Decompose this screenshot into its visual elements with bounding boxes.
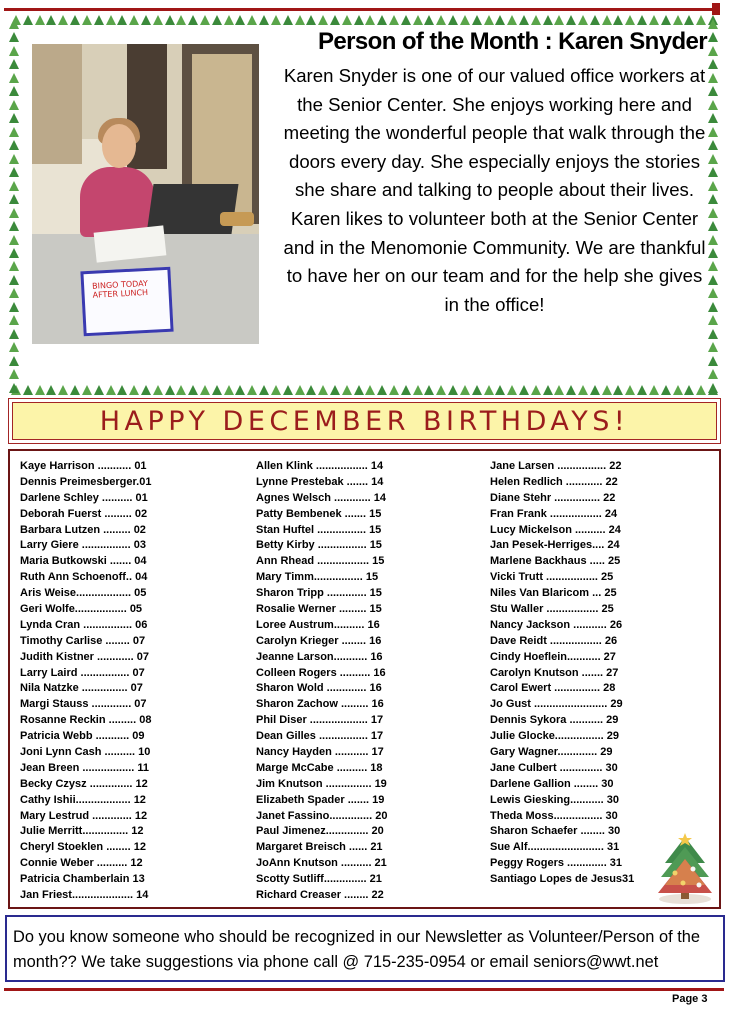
tree-border-icon xyxy=(330,385,340,395)
birthday-entry: Dave Reidt ................. 26 xyxy=(490,634,618,647)
tree-border-icon xyxy=(23,15,33,25)
birthday-entry: Gary Wagner............. 29 xyxy=(490,746,613,759)
birthday-entry: Dennis Sykora ........... 29 xyxy=(490,714,619,727)
birthday-entry: Kaye Harrison ........... 01 xyxy=(20,460,147,472)
birthday-entry: Mary Timm................ 15 xyxy=(256,571,379,584)
tree-border-icon xyxy=(708,329,718,339)
birthday-entry: Carol Ewert ............... 28 xyxy=(490,682,616,695)
tree-border-icon xyxy=(9,154,19,164)
tree-border-icon xyxy=(696,385,706,395)
birthday-entry: Niles Van Blaricom ... 25 xyxy=(490,587,617,600)
tree-border-icon xyxy=(9,19,19,29)
tree-border-icon xyxy=(625,385,635,395)
birthday-entry: Lynne Prestebak ....... 14 xyxy=(256,475,384,488)
birthday-entry: Sharon Schaefer ........ 30 xyxy=(490,825,621,838)
tree-border-icon xyxy=(566,385,576,395)
birthday-entry: Jo Gust ........................ 29 xyxy=(490,698,623,711)
tree-border-icon xyxy=(9,221,19,231)
tree-border-icon xyxy=(519,385,529,395)
tree-border-icon xyxy=(94,15,104,25)
birthday-entry: Nila Natzke ............... 07 xyxy=(20,682,143,695)
tree-border-icon xyxy=(708,288,718,298)
tree-border-icon xyxy=(708,194,718,204)
tree-border-icon xyxy=(460,15,470,25)
tree-border-icon xyxy=(9,167,19,177)
tree-border-icon xyxy=(684,385,694,395)
birthday-banner xyxy=(8,398,721,444)
birthday-entry: Deborah Fuerst ......... 02 xyxy=(20,507,148,520)
suggestion-text: Do you know someone who should be recognized in our Newsletter as Volunteer/Person of the month?? We take suggestions via phone call @ 715-235-0954 or email seniors@wwt.net xyxy=(13,928,700,971)
tree-border-icon xyxy=(708,167,718,177)
birthday-entry: Diane Stehr ............... 22 xyxy=(490,491,616,504)
bottom-divider-rule xyxy=(4,988,724,991)
tree-border-icon xyxy=(484,385,494,395)
tree-border-icon xyxy=(637,15,647,25)
tree-border-icon xyxy=(708,342,718,352)
tree-border-icon xyxy=(247,385,257,395)
tree-border-icon xyxy=(212,15,222,25)
birthday-entry: Lewis Giesking........... 30 xyxy=(490,793,619,806)
tree-border-icon xyxy=(9,59,19,69)
birthday-entry: Paul Jimenez.............. 20 xyxy=(256,825,384,838)
tree-border-icon xyxy=(9,288,19,298)
tree-border-icon xyxy=(165,385,175,395)
tree-border-icon xyxy=(9,302,19,312)
tree-border-icon xyxy=(484,15,494,25)
tree-border-icon xyxy=(661,15,671,25)
birthday-entry: Larry Giere ................ 03 xyxy=(20,539,146,552)
birthday-entry: Nancy Jackson ........... 26 xyxy=(490,618,623,631)
tree-border-icon xyxy=(176,385,186,395)
birthday-entry: Vicki Trutt ................. 25 xyxy=(490,571,614,584)
birthday-entry: Sue Alf......................... 31 xyxy=(490,841,620,854)
tree-border-icon xyxy=(306,385,316,395)
birthday-entry: Colleen Rogers .......... 16 xyxy=(256,666,386,679)
tree-border-icon xyxy=(708,181,718,191)
birthday-entry: Lucy Mickelson .......... 24 xyxy=(490,523,621,536)
tree-border-icon xyxy=(9,127,19,137)
tree-border-icon xyxy=(295,15,305,25)
tree-border-icon xyxy=(9,383,19,393)
birthday-banner-title: HAPPY DECEMBER BIRTHDAYS! xyxy=(99,405,630,437)
tree-border-icon xyxy=(554,385,564,395)
tree-border-icon xyxy=(9,356,19,366)
tree-border-icon xyxy=(590,385,600,395)
tree-border-icon xyxy=(708,154,718,164)
birthday-entry: Timothy Carlise ........ 07 xyxy=(20,634,146,647)
birthday-entry: Cathy Ishii.................. 12 xyxy=(20,793,146,806)
tree-border-icon xyxy=(590,15,600,25)
tree-border-icon xyxy=(365,15,375,25)
tree-border-icon xyxy=(117,385,127,395)
tree-border-icon xyxy=(9,140,19,150)
tree-border-icon xyxy=(9,113,19,123)
tree-border-icon xyxy=(708,315,718,325)
tree-border-icon xyxy=(200,385,210,395)
tree-border-icon xyxy=(377,15,387,25)
birthday-entry: Rosanne Reckin ......... 08 xyxy=(20,714,152,727)
birthday-entry: Mary Lestrud ............. 12 xyxy=(20,809,148,822)
tree-border-icon xyxy=(708,19,718,29)
tree-border-icon xyxy=(129,385,139,395)
tree-border-icon xyxy=(708,140,718,150)
birthday-entry: Dennis Preimesberger.01 xyxy=(20,475,152,488)
tree-border-icon xyxy=(9,32,19,42)
birthday-entry: Jane Culbert .............. 30 xyxy=(490,761,618,774)
tree-border-icon xyxy=(413,15,423,25)
tree-border-icon xyxy=(413,385,423,395)
birthday-entry: JoAnn Knutson .......... 21 xyxy=(256,857,387,870)
birthday-entry: Margaret Breisch ...... 21 xyxy=(256,841,383,854)
tree-border-icon xyxy=(82,385,92,395)
birthday-entry: Nancy Hayden ........... 17 xyxy=(256,746,384,759)
photo-hallway-wall xyxy=(32,44,82,164)
birthday-entry: Darlene Schley .......... 01 xyxy=(20,491,148,504)
page-number: Page 3 xyxy=(672,993,708,1005)
tree-border-icon xyxy=(448,15,458,25)
birthday-entry: Judith Kistner ............ 07 xyxy=(20,650,149,663)
tree-border-icon xyxy=(153,385,163,395)
birthday-entry: Loree Austrum.......... 16 xyxy=(256,618,380,631)
tree-border-icon xyxy=(708,369,718,379)
tree-border-bottom xyxy=(9,385,720,397)
top-corner-mark xyxy=(712,3,720,15)
tree-border-icon xyxy=(283,15,293,25)
tree-border-icon xyxy=(106,385,116,395)
tree-border-icon xyxy=(613,385,623,395)
tree-border-icon xyxy=(9,329,19,339)
tree-border-icon xyxy=(708,46,718,56)
tree-border-icon xyxy=(472,15,482,25)
tree-border-icon xyxy=(365,385,375,395)
tree-border-icon xyxy=(708,113,718,123)
tree-border-icon xyxy=(602,15,612,25)
tree-border-icon xyxy=(708,235,718,245)
tree-border-icon xyxy=(23,385,33,395)
tree-border-icon xyxy=(507,385,517,395)
birthday-banner-fill xyxy=(12,402,717,440)
birthday-column-1 xyxy=(20,459,151,904)
tree-border-icon xyxy=(696,15,706,25)
tree-border-icon xyxy=(70,15,80,25)
tree-border-icon xyxy=(708,275,718,285)
tree-border-top xyxy=(9,15,720,27)
tree-border-icon xyxy=(554,15,564,25)
tree-border-icon xyxy=(649,15,659,25)
tree-border-icon xyxy=(9,46,19,56)
tree-border-icon xyxy=(708,73,718,83)
tree-border-icon xyxy=(9,86,19,96)
tree-border-icon xyxy=(708,302,718,312)
birthday-column-2 xyxy=(256,459,387,904)
tree-border-icon xyxy=(224,385,234,395)
karen-snyder-photo xyxy=(32,44,259,344)
tree-border-icon xyxy=(424,15,434,25)
tree-border-icon xyxy=(35,385,45,395)
birthday-entry: Becky Czysz .............. 12 xyxy=(20,777,148,790)
photo-bingo-sign xyxy=(80,267,173,337)
birthday-entry: Julie Glocke................ 29 xyxy=(490,730,619,743)
tree-border-icon xyxy=(661,385,671,395)
tree-border-icon xyxy=(389,15,399,25)
birthday-entry: Barbara Lutzen ......... 02 xyxy=(20,523,146,536)
person-of-month-body: Karen Snyder is one of our valued office workers at the Senior Center. She enjoys working here and meeting the wonderful people that walk through the doors every day. She especially enjoys the stories she share and talking to people about their lives. Karen likes to volunteer both at the Senior Center and in the Menomonie Community. We are thankful to have her on our team and for the help she gives in the office! xyxy=(283,65,706,315)
tree-border-icon xyxy=(472,385,482,395)
birthday-entry: Julie Merritt............... 12 xyxy=(20,825,144,838)
photo-person-head xyxy=(102,124,136,168)
tree-border-icon xyxy=(141,15,151,25)
tree-border-icon xyxy=(436,15,446,25)
tree-border-icon xyxy=(9,275,19,285)
birthday-entry: Elizabeth Spader ....... 19 xyxy=(256,793,385,806)
birthday-entry: Sharon Tripp ............. 15 xyxy=(256,587,382,600)
tree-border-icon xyxy=(401,15,411,25)
birthday-entry: Santiago Lopes de Jesus31 xyxy=(490,873,635,886)
birthday-entry: Geri Wolfe................. 05 xyxy=(20,603,143,616)
birthday-entry: Theda Moss................ 30 xyxy=(490,809,618,822)
birthday-entry: Rosalie Werner ......... 15 xyxy=(256,603,382,616)
tree-border-icon xyxy=(401,385,411,395)
birthday-entry: Betty Kirby ................ 15 xyxy=(256,539,382,552)
tree-border-icon xyxy=(578,385,588,395)
birthday-entry: Patricia Webb ........... 09 xyxy=(20,730,145,743)
tree-border-icon xyxy=(342,15,352,25)
tree-border-icon xyxy=(224,15,234,25)
tree-border-icon xyxy=(283,385,293,395)
tree-border-icon xyxy=(708,248,718,258)
birthday-entry: Jean Breen ................. 11 xyxy=(20,761,150,774)
birthday-entry: Ruth Ann Schoenoff.. 04 xyxy=(20,571,148,584)
birthday-entry: Cheryl Stoeklen ........ 12 xyxy=(20,841,146,854)
tree-border-icon xyxy=(58,385,68,395)
tree-border-icon xyxy=(637,385,647,395)
birthday-entry: Agnes Welsch ............ 14 xyxy=(256,491,387,504)
birthday-entry: Margi Stauss ............. 07 xyxy=(20,698,147,711)
birthday-entry: Scotty Sutliff.............. 21 xyxy=(256,873,382,886)
birthday-entry: Sharon Wold ............. 16 xyxy=(256,682,382,695)
birthday-entry: Patty Bembenek ....... 15 xyxy=(256,507,382,520)
birthday-entry: Sharon Zachow ......... 16 xyxy=(256,698,384,711)
tree-border-icon xyxy=(188,15,198,25)
tree-border-icon xyxy=(9,261,19,271)
tree-border-icon xyxy=(613,15,623,25)
tree-border-icon xyxy=(507,15,517,25)
tree-border-icon xyxy=(82,15,92,25)
birthday-entry: Allen Klink ................. 14 xyxy=(256,460,384,472)
birthday-entry: Helen Redlich ............ 22 xyxy=(490,475,618,488)
tree-border-left xyxy=(9,15,21,397)
tree-border-icon xyxy=(176,15,186,25)
birthday-entry: Marge McCabe .......... 18 xyxy=(256,761,383,774)
tree-border-icon xyxy=(9,369,19,379)
tree-border-icon xyxy=(212,385,222,395)
tree-border-icon xyxy=(708,32,718,42)
birthday-entry: Richard Creaser ........ 22 xyxy=(256,889,384,902)
tree-border-icon xyxy=(342,385,352,395)
tree-border-icon xyxy=(70,385,80,395)
birthday-entry: Jeanne Larson........... 16 xyxy=(256,650,383,663)
tree-border-icon xyxy=(708,383,718,393)
tree-border-icon xyxy=(708,261,718,271)
tree-border-icon xyxy=(271,385,281,395)
tree-border-icon xyxy=(460,385,470,395)
tree-border-icon xyxy=(9,235,19,245)
tree-border-icon xyxy=(141,385,151,395)
tree-border-icon xyxy=(602,385,612,395)
birthday-entry: Peggy Rogers ............. 31 xyxy=(490,857,623,870)
birthday-entry: Janet Fassino.............. 20 xyxy=(256,809,388,822)
tree-border-icon xyxy=(448,385,458,395)
tree-border-icon xyxy=(708,127,718,137)
birthday-entry: Dean Gilles ................ 17 xyxy=(256,730,384,743)
tree-border-icon xyxy=(129,15,139,25)
tree-border-icon xyxy=(9,194,19,204)
tree-border-icon xyxy=(673,385,683,395)
birthday-entry: Jan Pesek-Herriges.... 24 xyxy=(490,539,620,552)
tree-border-icon xyxy=(578,15,588,25)
tree-border-icon xyxy=(708,59,718,69)
tree-border-icon xyxy=(649,385,659,395)
tree-border-icon xyxy=(673,15,683,25)
tree-border-icon xyxy=(9,100,19,110)
birthday-entry: Lynda Cran ................ 06 xyxy=(20,618,148,631)
tree-border-icon xyxy=(531,15,541,25)
tree-border-icon xyxy=(708,86,718,96)
person-of-month-title: Person of the Month : Karen Snyder xyxy=(318,28,707,55)
tree-border-icon xyxy=(318,385,328,395)
tree-border-icon xyxy=(9,73,19,83)
tree-border-icon xyxy=(271,15,281,25)
tree-border-right xyxy=(708,15,720,397)
tree-border-icon xyxy=(106,15,116,25)
tree-border-icon xyxy=(153,15,163,25)
birthday-entry: Carolyn Knutson ....... 27 xyxy=(490,666,619,679)
tree-border-icon xyxy=(165,15,175,25)
tree-border-icon xyxy=(259,385,269,395)
tree-border-icon xyxy=(117,15,127,25)
tree-border-icon xyxy=(531,385,541,395)
photo-bingo-sign-text: BINGO TODAY AFTER LUNCH xyxy=(91,278,149,300)
tree-border-icon xyxy=(354,385,364,395)
tree-border-icon xyxy=(495,15,505,25)
birthday-entry: Larry Laird ................ 07 xyxy=(20,666,145,679)
tree-border-icon xyxy=(9,208,19,218)
top-divider-rule xyxy=(4,8,719,11)
tree-border-icon xyxy=(235,15,245,25)
tree-border-icon xyxy=(377,385,387,395)
birthday-entry: Darlene Gallion ........ 30 xyxy=(490,777,614,790)
tree-border-icon xyxy=(46,15,56,25)
tree-border-icon xyxy=(708,208,718,218)
tree-border-icon xyxy=(625,15,635,25)
birthday-entry: Jim Knutson ............... 19 xyxy=(256,777,387,790)
tree-border-icon xyxy=(389,385,399,395)
tree-border-icon xyxy=(9,315,19,325)
suggestion-box xyxy=(5,915,725,982)
birthday-list-box xyxy=(8,449,721,909)
tree-border-icon xyxy=(9,342,19,352)
birthday-entry: Joni Lynn Cash .......... 10 xyxy=(20,746,151,759)
tree-border-icon xyxy=(235,385,245,395)
tree-border-icon xyxy=(58,15,68,25)
tree-border-icon xyxy=(436,385,446,395)
tree-border-icon xyxy=(94,385,104,395)
birthday-entry: Connie Weber .......... 12 xyxy=(20,857,143,870)
birthday-entry: Phil Diser ................... 17 xyxy=(256,714,384,727)
tree-border-icon xyxy=(46,385,56,395)
birthday-entry: Ann Rhead ................. 15 xyxy=(256,555,385,568)
tree-border-icon xyxy=(306,15,316,25)
tree-border-icon xyxy=(708,356,718,366)
birthday-entry: Aris Weise.................. 05 xyxy=(20,587,147,600)
birthday-entry: Cindy Hoeflein........... 27 xyxy=(490,650,616,663)
birthday-entry: Jan Friest.................... 14 xyxy=(20,889,149,902)
tree-border-icon xyxy=(708,100,718,110)
tree-border-icon xyxy=(259,15,269,25)
tree-border-icon xyxy=(519,15,529,25)
birthday-entry: Stan Huftel ................ 15 xyxy=(256,523,382,536)
tree-border-icon xyxy=(295,385,305,395)
birthday-entry: Stu Waller ................. 25 xyxy=(490,603,614,616)
tree-border-icon xyxy=(543,15,553,25)
tree-border-icon xyxy=(9,181,19,191)
birthday-column-3 xyxy=(490,459,634,888)
tree-border-icon xyxy=(247,15,257,25)
tree-border-icon xyxy=(424,385,434,395)
tree-border-icon xyxy=(9,248,19,258)
birthday-entry: Jane Larsen ................ 22 xyxy=(490,460,622,472)
tree-border-icon xyxy=(708,221,718,231)
birthday-entry: Maria Butkowski ....... 04 xyxy=(20,555,147,568)
birthday-entry: Marlene Backhaus ..... 25 xyxy=(490,555,621,568)
tree-border-icon xyxy=(330,15,340,25)
tree-border-icon xyxy=(495,385,505,395)
photo-basket xyxy=(220,212,254,226)
tree-border-icon xyxy=(354,15,364,25)
tree-border-icon xyxy=(318,15,328,25)
christmas-tree-icon xyxy=(655,833,715,905)
tree-border-icon xyxy=(188,385,198,395)
birthday-entry: Patricia Chamberlain 13 xyxy=(20,873,145,886)
tree-border-icon xyxy=(684,15,694,25)
tree-border-icon xyxy=(200,15,210,25)
birthday-entry: Carolyn Krieger ........ 16 xyxy=(256,634,382,647)
tree-border-icon xyxy=(35,15,45,25)
tree-border-icon xyxy=(543,385,553,395)
birthday-entry: Fran Frank ................. 24 xyxy=(490,507,618,520)
tree-border-icon xyxy=(566,15,576,25)
